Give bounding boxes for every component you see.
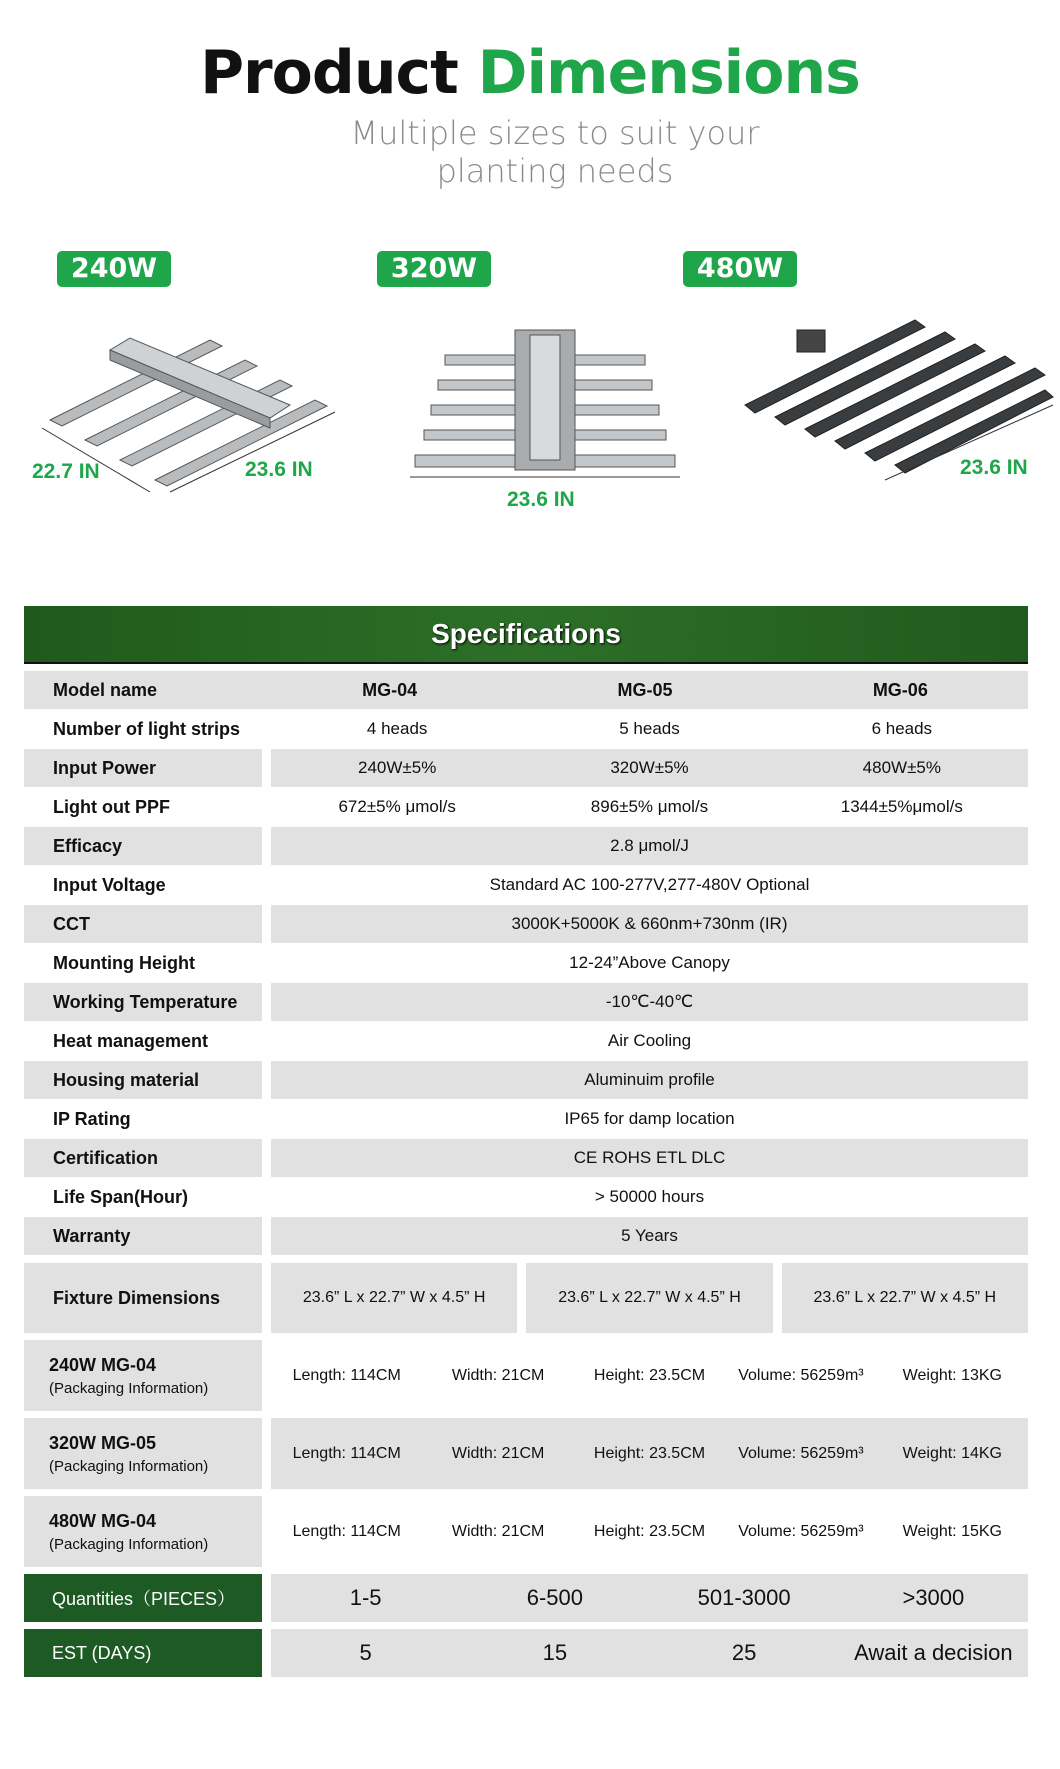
spec-label: Heat management: [53, 1030, 209, 1051]
spec-values: [271, 788, 1028, 826]
spec-value: > 50000 hours: [594, 1187, 705, 1206]
packaging-value: Volume: 56259m³: [738, 1522, 864, 1540]
est-value: Await a decision: [854, 1640, 1013, 1665]
packaging-subtitle: (Packaging Information): [49, 1457, 209, 1475]
packaging-subtitle: (Packaging Information): [49, 1379, 209, 1397]
packaging-value: Width: 21CM: [451, 1522, 545, 1540]
spec-label: Warranty: [24, 1217, 262, 1255]
spec-label: CCT: [24, 905, 262, 943]
spec-label: Input Power: [24, 749, 262, 787]
spec-value: 12-24”Above Canopy: [569, 953, 730, 972]
spec-value: MG-06: [872, 679, 928, 700]
spec-label: Efficacy: [24, 827, 262, 865]
spec-row: [24, 1022, 1028, 1060]
spec-value: CE ROHS ETL DLC: [573, 1148, 726, 1167]
spec-value: 480W±5%: [862, 758, 941, 777]
spec-row: [24, 710, 1028, 748]
spec-value: 4 heads: [366, 719, 428, 738]
spec-value: 672±5% μmol/s: [338, 797, 456, 816]
packaging-values: [271, 1496, 1028, 1567]
spec-value: 240W±5%: [358, 758, 437, 777]
spec-values: [271, 710, 1028, 748]
spec-row: [24, 866, 1028, 904]
packaging-value: Width: 21CM: [451, 1444, 545, 1462]
fixture-320w-image: [405, 325, 685, 485]
spec-label: IP Rating: [53, 1108, 131, 1129]
spec-label: Model name: [53, 679, 158, 700]
badge-240w: 240W: [57, 251, 171, 287]
spec-row: [24, 1100, 1028, 1138]
spec-value: Air Cooling: [607, 1031, 692, 1050]
specifications-header: Specifications: [24, 606, 1028, 664]
spec-label: Number of light strips: [53, 718, 241, 739]
spec-row: [24, 1178, 1028, 1216]
dim-480w-length: 23.6 IN: [960, 456, 1028, 479]
badge-320w: 320W: [377, 251, 491, 287]
spec-label: Input Voltage: [53, 874, 166, 895]
packaging-value: Volume: 56259m³: [738, 1366, 864, 1384]
spec-label: Housing material: [24, 1061, 262, 1099]
packaging-model: 240W MG-04: [49, 1354, 157, 1375]
spec-values: [271, 1178, 1028, 1216]
spec-values: [271, 866, 1028, 904]
dim-240w-width: 22.7 IN: [32, 460, 100, 483]
spec-label: Light out PPF: [53, 796, 170, 817]
badge-480w: 480W: [683, 251, 797, 287]
packaging-value: Height: 23.5CM: [593, 1522, 706, 1540]
spec-values: [271, 827, 1028, 865]
quantities-label: Quantities（PIECES）: [24, 1574, 262, 1622]
spec-value: 1344±5%μmol/s: [840, 797, 963, 816]
spec-values: [271, 1139, 1028, 1177]
packaging-value: Length: 114CM: [292, 1444, 401, 1462]
spec-value: MG-04: [362, 679, 418, 700]
packaging-model: 480W MG-04: [49, 1510, 157, 1531]
spec-value: 6 heads: [871, 719, 933, 738]
spec-row: [24, 983, 1028, 1021]
subtitle: [0, 114, 1060, 190]
title-green: Dimensions: [477, 38, 860, 108]
fixture-dimension-value: 23.6” L x 22.7” W x 4.5” H: [271, 1263, 517, 1333]
est-label: EST (DAYS): [24, 1629, 262, 1677]
packaging-values: [271, 1418, 1028, 1489]
spec-label: Mounting Height: [53, 952, 195, 973]
spec-row: [24, 1061, 1028, 1099]
specifications-table: [24, 671, 1028, 1684]
packaging-values: [271, 1340, 1028, 1411]
packaging-model: 320W MG-05: [49, 1432, 157, 1453]
est-value: 15: [542, 1640, 568, 1665]
quantities-value: 501-3000: [697, 1585, 791, 1610]
spec-values: [271, 1061, 1028, 1099]
fixture-dimensions-values: [271, 1263, 1028, 1333]
packaging-value: Height: 23.5CM: [593, 1444, 706, 1462]
packaging-value: Length: 114CM: [292, 1522, 401, 1540]
est-row: [24, 1629, 1028, 1677]
spec-row: [24, 827, 1028, 865]
spec-value: IP65 for damp location: [564, 1109, 735, 1128]
spec-row: [24, 1139, 1028, 1177]
est-values: [271, 1629, 1028, 1677]
spec-row: [24, 944, 1028, 982]
spec-value: MG-05: [617, 679, 673, 700]
spec-values: [271, 905, 1028, 943]
packaging-row: [24, 1496, 1028, 1567]
quantities-value: 1-5: [349, 1585, 382, 1610]
est-value: 5: [359, 1640, 372, 1665]
spec-row: [24, 671, 1028, 709]
subtitle-line-1: Multiple sizes to suit your: [350, 114, 760, 152]
packaging-value: Length: 114CM: [292, 1366, 401, 1384]
page-title: [0, 38, 1060, 108]
spec-row: [24, 905, 1028, 943]
packaging-value: Height: 23.5CM: [593, 1366, 706, 1384]
packaging-value: Volume: 56259m³: [738, 1444, 864, 1462]
spec-row: [24, 1217, 1028, 1255]
spec-value: Aluminuim profile: [584, 1070, 715, 1089]
spec-row: [24, 749, 1028, 787]
est-value: 25: [731, 1640, 757, 1665]
spec-values: [271, 983, 1028, 1021]
spec-values: [262, 671, 1028, 709]
quantities-value: 6-500: [526, 1585, 584, 1610]
quantities-row: [24, 1574, 1028, 1622]
spec-values: [271, 749, 1028, 787]
quantities-value: >3000: [902, 1585, 965, 1610]
spec-value: 896±5% μmol/s: [590, 797, 709, 816]
fixture-dimension-value: 23.6” L x 22.7” W x 4.5” H: [526, 1263, 772, 1333]
subtitle-line-2: planting needs: [436, 152, 674, 190]
spec-value: 2.8 μmol/J: [610, 836, 689, 855]
spec-value: 5 heads: [619, 719, 680, 738]
packaging-label: [24, 1418, 262, 1489]
packaging-row: [24, 1418, 1028, 1489]
spec-label: Working Temperature: [24, 983, 262, 1021]
fixture-dimension-value: 23.6” L x 22.7” W x 4.5” H: [782, 1263, 1028, 1333]
spec-row: [24, 788, 1028, 826]
packaging-value: Weight: 15KG: [902, 1522, 1002, 1540]
packaging-label: [24, 1496, 262, 1567]
spec-label: Certification: [24, 1139, 262, 1177]
spec-value: 3000K+5000K & 660nm+730nm (IR): [511, 914, 788, 933]
dim-240w-length: 23.6 IN: [245, 458, 313, 481]
spec-value: Standard AC 100-277V,277-480V Optional: [489, 875, 810, 894]
packaging-value: Weight: 14KG: [902, 1444, 1002, 1462]
spec-values: [271, 1100, 1028, 1138]
title-black: Product: [200, 38, 458, 108]
packaging-value: Weight: 13KG: [902, 1366, 1002, 1384]
quantities-values: [271, 1574, 1028, 1622]
spec-label: Life Span(Hour): [53, 1186, 188, 1207]
packaging-row: [24, 1340, 1028, 1411]
spec-values: [271, 1022, 1028, 1060]
packaging-value: Width: 21CM: [451, 1366, 545, 1384]
spec-value: -10℃-40℃: [605, 992, 694, 1011]
fixture-dimensions-label: Fixture Dimensions: [24, 1263, 262, 1333]
packaging-label: [24, 1340, 262, 1411]
dim-320w-length: 23.6 IN: [507, 488, 575, 511]
spec-values: [271, 944, 1028, 982]
fixture-dimensions-row: [24, 1263, 1028, 1333]
spec-value: 320W±5%: [610, 758, 689, 777]
spec-values: [271, 1217, 1028, 1255]
spec-value: 5 Years: [621, 1226, 678, 1245]
packaging-subtitle: (Packaging Information): [49, 1535, 209, 1553]
